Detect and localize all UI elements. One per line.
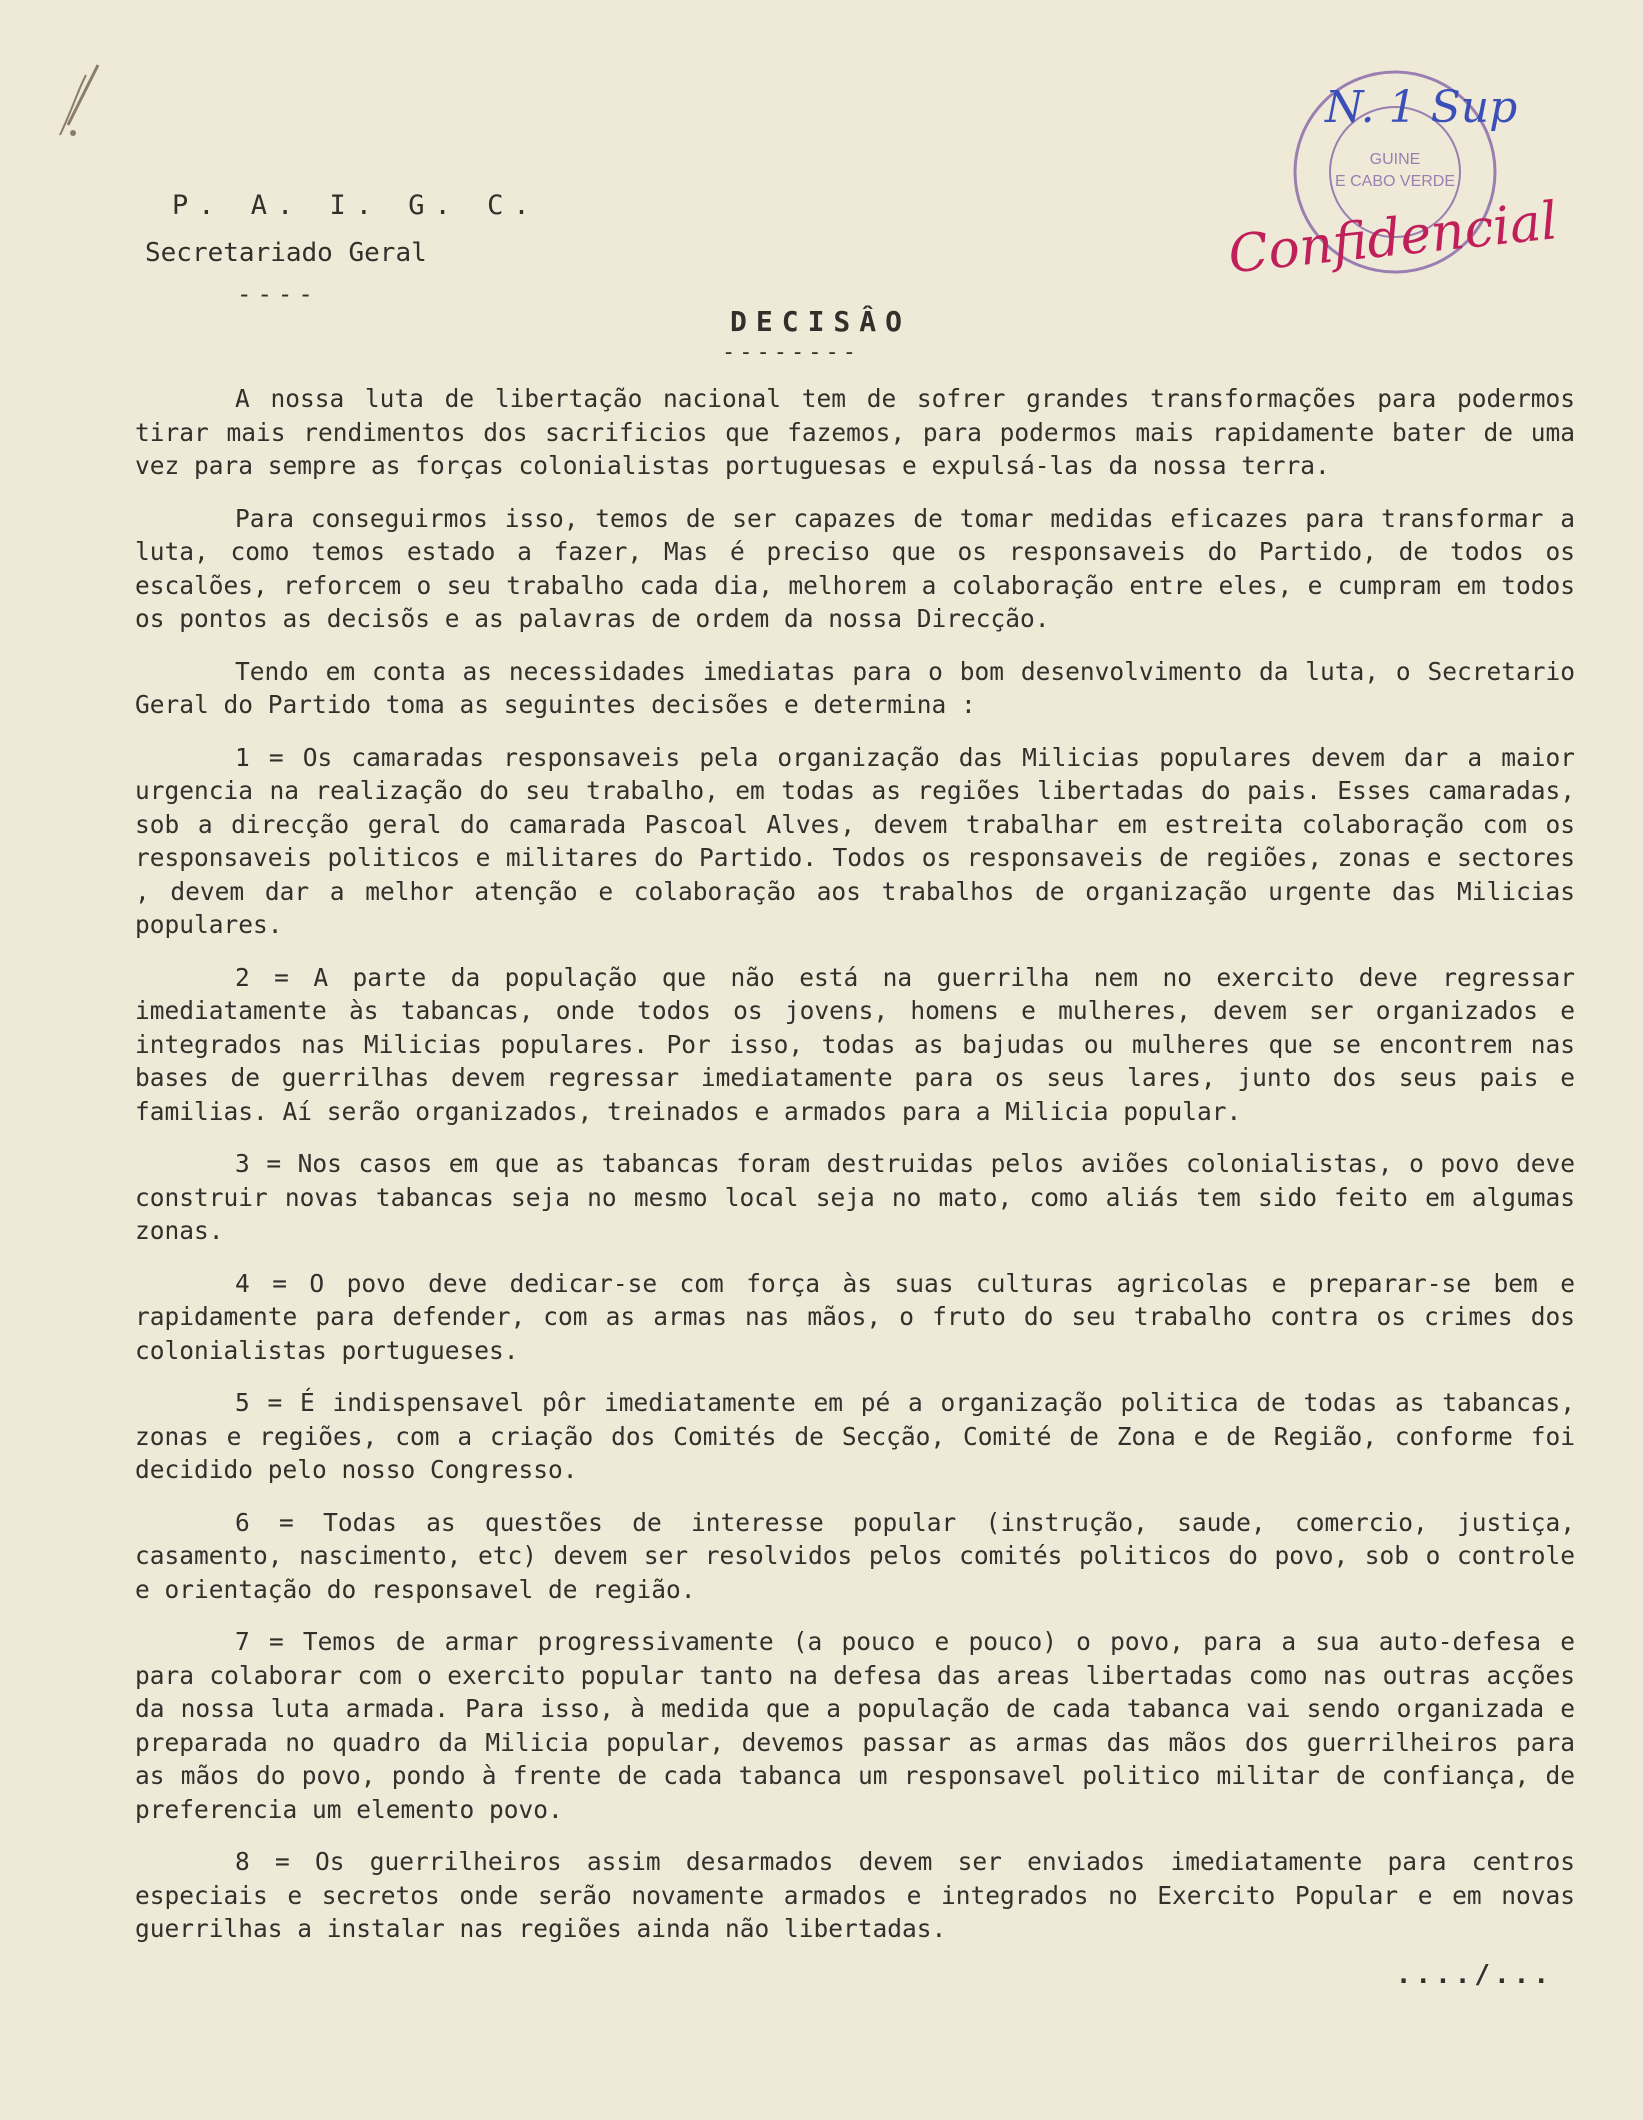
document-body: [135, 382, 1575, 1965]
document-title: DECISÂO: [730, 305, 912, 338]
decision-item-5: 5 = É indispensavel pôr imediatamente em pé a organização politica de todas as tabancas, zonas e regiões, com a criação dos Comités de Secção, Comité de Zona e de Região, conforme foi decidido pelo nosso Congresso.: [135, 1388, 1575, 1484]
paragraph-intro: A nossa luta de libertação nacional tem de sofrer grandes transformações para podermos tirar mais rendimentos dos sacrificios que fazemos, para podermos mais rapidamente bater de uma vez para sempre as forças colonialistas portuguesas e expulsá-las da nossa terra.: [135, 384, 1575, 480]
decision-item-1: 1 = Os camaradas responsaveis pela organização das Milicias populares devem dar a maior urgencia na realização do seu trabalho, em todas as regiões libertadas do pais. Esses camaradas, sob a direcção geral do camarada Pascoal Alves, devem trabalhar em estreita colaboração com os responsaveis politicos e militares do Partido. Todos os responsaveis de regiões, zonas e sectores , devem dar a melhor atenção e colaboração aos trabalhos de organização urgente das Milicias populares.: [135, 742, 1575, 939]
title-underline: --------: [722, 340, 860, 365]
pencil-mark: [38, 55, 138, 155]
organization-name: P. A. I. G. C.: [172, 190, 540, 221]
paragraph-decision-lead: Tendo em conta as necessidades imediatas para o bom desenvolvimento da luta, o Secretario Geral do Partido toma as seguintes decisões e determina :: [135, 656, 1575, 719]
decision-item-4: 4 = O povo deve dedicar-se com força às suas culturas agricolas e preparar-se bem e rapidamente para defender, com as armas nas mãos, o fruto do seu trabalho contra os crimes dos colonialistas portugueses.: [135, 1268, 1575, 1365]
decision-item-8: 8 = Os guerrilheiros assim desarmados devem ser enviados imediatamente para centros especiais e secretos onde serão novamente armados e integrados no Exercito Popular e em novas guerrilhas a instalar nas regiões ainda não libertadas.: [135, 1847, 1575, 1943]
handwritten-confidential: Confidencial: [1225, 191, 1561, 286]
handwritten-number: N. 1 Sup: [1325, 82, 1518, 133]
paragraph-context: Para conseguirmos isso, temos de ser capazes de tomar medidas eficazes para transformar a luta, como temos estado a fazer, Mas é preciso que os responsaveis do Partido, de todos os escalões, reforcem o seu trabalho cada dia, melhorem a colaboração entre eles, e cumpram em todos os pontos as decisõs e as palavras de ordem da nossa Direcção.: [135, 503, 1575, 633]
decision-item-7: 7 = Temos de armar progressivamente (a pouco e pouco) o povo, para a sua auto-defesa e para colaborar com o exercito popular tanto na defesa das areas libertadas como nas outras acções da nossa luta armada. Para isso, à medida que a população de cada tabanca vai sendo organizada e preparada no quadro da Milicia popular, devemos passar as armas das mãos dos guerrilheiros para as mãos do povo, pondo à frente de cada tabanca um responsavel politico militar de confiança, de preferencia um elemento povo.: [135, 1627, 1575, 1824]
stamp-inner-line-1: GUINE: [1369, 151, 1421, 168]
party-stamp: [1225, 62, 1561, 312]
decision-item-3: 3 = Nos casos em que as tabancas foram destruidas pelos aviões colonialistas, o povo deve construir novas tabancas seja no mesmo local seja no mato, como aliás tem sido feito em algumas zonas.: [135, 1149, 1575, 1245]
header-dashes: ----: [237, 280, 319, 308]
decision-item-6: 6 = Todas as questões de interesse popular (instrução, saude, comercio, justiça, casamento, nascimento, etc) devem ser resolvidos pelos comités politicos do povo, sob o controle e orientação do responsavel de região.: [135, 1507, 1575, 1604]
decision-item-2: 2 = A parte da população que não está na guerrilha nem no exercito deve regressar imediatamente às tabancas, onde todos os jovens, homens e mulheres, devem ser organizados e integrados nas Milicias populares. Por isso, todas as bajudas ou mulheres que se encontrem nas bases de guerrilhas devem regressar imediatamente para os seus lares, junto dos seus pais e familias. Aí serão organizados, treinados e armados para a Milicia popular.: [135, 962, 1575, 1126]
continuation-mark: ..../...: [1395, 1960, 1553, 1990]
stamp-inner-line-2: E CABO VERDE: [1334, 173, 1456, 190]
secretariat-label: Secretariado Geral: [145, 238, 427, 268]
